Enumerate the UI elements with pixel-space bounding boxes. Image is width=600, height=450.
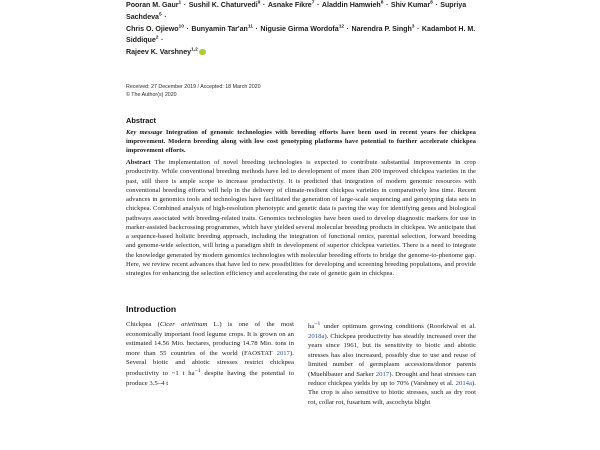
page-content-column — [126, 0, 476, 407]
body-text-run: under optimum growing conditions (Roorkiwal et al. — [320, 323, 476, 331]
citation-link[interactable]: 2017 — [276, 349, 291, 357]
author-name: Nigusie Girma Wordofa — [260, 24, 339, 33]
author-separator: · — [159, 36, 164, 45]
author-separator: · — [184, 24, 191, 33]
citation-link[interactable]: 2018a — [308, 332, 325, 340]
introduction-heading: Introduction — [126, 304, 177, 315]
author-separator: · — [433, 1, 440, 9]
author-affiliation-superscript: 11 — [247, 24, 253, 30]
author-separator: · — [315, 1, 322, 9]
author-affiliation-superscript: 10 — [178, 24, 184, 30]
abstract-text: The implementation of novel breeding technologies is expected to contribute substantial improvements in crop productivity. While conventional breeding methods have led to development of more than 200 improved chickpea varieties in the past, still there is ample scope to increase productivity. It is predicted that integration of modern genomic resources with conventional breeding efforts will help in the delivery of climate-resilient chickpea varieties in comparatively less time. Recent advances in genomics tools and technologies have facilitated the generation of large-scale sequencing and genotyping data sets in chickpea. Combined analysis of high-resolution phenotypic and genetic data is paving the way for identifying genes and biological pathways associated with breeding-related traits. Genomics technologies have been used to develop diagnostic markers for use in marker-assisted backcrossing programmes, which have yielded several molecular breeding products in chickpea. We anticipate that a sequence-based holistic breeding approach, including the integration of functional omics, parental selection, forward breeding and genome-wide selection, will bring a paradigm shift in development of superior chickpea varieties. There is a need to integrate the knowledge generated by modern genomics technologies with molecular breeding efforts to bridge the genome-to-phenome gap. Here, we review recent advances that have led to new possibilities for developing and screening breeding populations, and provide strategies for enhancing the selection efficiency and accelerating the rate of genetic gain in chickpea. — [126, 159, 476, 278]
superscript-unit: −1 — [314, 321, 321, 328]
authors-block — [126, 0, 476, 59]
superscript-unit: −1 — [194, 368, 201, 375]
authors-line-2 — [126, 24, 476, 48]
authors-line-1 — [126, 0, 476, 24]
author-name: Shiv Kumar — [390, 1, 431, 9]
body-text-run: ). Chickpea productivity has steadily increased over the years since 1961, but its sensitivity to biotic and abiotic stresses has also increased, possibly due to use and reuse of limited number of germplasm accessions/donor parents (Muehlbauer and Sarker — [308, 332, 476, 378]
author-separator: · — [384, 1, 391, 9]
author-name: Kadambot H. M. Siddique — [126, 24, 476, 45]
author-affiliation-superscript: 2 — [155, 36, 159, 42]
author-affiliation-superscript: 12 — [338, 24, 345, 30]
author-affiliation-superscript: 1 — [178, 0, 182, 6]
author-separator: · — [344, 24, 351, 33]
citation-link[interactable]: 2017 — [375, 370, 390, 378]
authors-line-3 — [126, 47, 476, 59]
body-text-run: despite having the potential to produce 3.5–4 t — [126, 370, 295, 387]
key-message-label: Key message — [126, 128, 163, 136]
body-text-run: L.) is one of the most economically important food legume crops. It is grown on an estimated 14.56 Mio. hectares, producing 14.78 Mio. tons in more than 55 countries of the world (FAOSTAT — [126, 321, 295, 357]
body-text-run: ). The crop is also sensitive to biotic stresses, such as dry root rot, collar rot, fusarium wilt, ascochyta blight — [308, 379, 476, 406]
author-name: Asnake Fikre — [267, 1, 312, 9]
received-accepted-line: Received: 27 December 2019 / Accepted: 18 March 2020 — [126, 83, 261, 90]
author-separator: · — [181, 1, 189, 9]
body-text-run: ha — [308, 323, 315, 331]
author-name: Supriya Sachdeva — [126, 1, 467, 21]
author-separator: · — [253, 24, 260, 33]
author-separator: · — [415, 24, 422, 33]
key-message-paragraph — [126, 128, 476, 156]
author-name: Pooran M. Gaur — [126, 1, 179, 9]
abstract-paragraph — [126, 158, 476, 278]
author-separator: · — [260, 1, 268, 9]
copyright-line: © The Author(s) 2020 — [126, 92, 177, 99]
key-message-text: Integration of genomic technologies with breeding efforts have been used in recent years for chickpea improvement. Modern breeding along with low cost genotyping platforms have potential to further accelerate chickpea improvement efforts. — [126, 128, 476, 155]
author-affiliation-superscript: 7 — [311, 0, 315, 6]
introduction-column-right — [308, 320, 476, 407]
species-name: Cicer arietinum — [159, 321, 208, 329]
introduction-right-paragraph — [308, 320, 476, 407]
abstract-heading: Abstract — [126, 115, 156, 125]
orcid-icon[interactable] — [199, 49, 206, 56]
author-affiliation-superscript: 1,2 — [191, 47, 198, 53]
author-name: Sushil K. Chaturvedi — [188, 1, 258, 9]
author-affiliation-superscript: 8 — [380, 0, 384, 6]
author-name: Narendra P. Singh — [351, 24, 412, 33]
author-name: Rajeev K. Varshney — [126, 48, 192, 57]
introduction-left-paragraph — [126, 320, 294, 388]
abstract-label: Abstract — [126, 159, 151, 167]
author-affiliation-superscript: 9 — [257, 0, 261, 6]
author-affiliation-superscript: 8 — [430, 0, 433, 6]
citation-link[interactable]: 2014a — [455, 379, 473, 387]
introduction-columns — [126, 320, 476, 407]
author-affiliation-superscript: 3 — [411, 24, 415, 30]
body-text-run: ). Several biotic and abiotic stresses restrict chickpea productivity to ~1 t ha — [126, 349, 294, 378]
author-separator: · — [162, 12, 167, 21]
body-text-run: ). Drought and heat stresses can reduce chickpea yields by up to 70% (Varshney et al. — [308, 370, 476, 387]
author-name: Bunyamin Tar'an — [191, 24, 248, 33]
introduction-column-left — [126, 320, 294, 407]
author-affiliation-superscript: 5 — [158, 12, 162, 18]
author-name: Aladdin Hamwieh — [321, 1, 381, 9]
author-name: Chris O. Ojiewo — [126, 24, 179, 33]
body-text-run: Chickpea ( — [126, 321, 160, 329]
